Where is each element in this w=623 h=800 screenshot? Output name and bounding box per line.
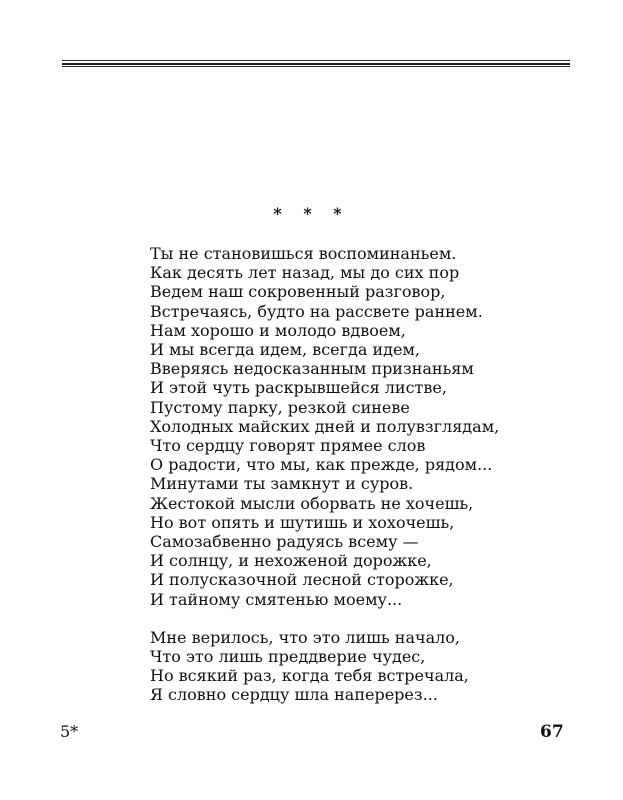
header-rule [62, 60, 570, 67]
poem-line: Что сердцу говорят прямее слов [150, 436, 426, 456]
poem-line: Минутами ты замкнут и суров. [150, 474, 414, 494]
poem-line: И полусказочной лесной сторожке, [150, 570, 454, 590]
poem-line: Но вот опять и шутишь и хохочешь, [150, 512, 455, 532]
poem-line: И этой чуть раскрывшейся листве, [150, 378, 447, 398]
stanza [150, 628, 590, 705]
page-number: 67 [540, 722, 564, 742]
poem-line: О радости, что мы, как прежде, рядом... [150, 455, 493, 475]
poem-line: Что это лишь преддверие чудес, [150, 647, 426, 667]
header-rule-line [62, 60, 570, 61]
poem-line: Я словно сердцу шла наперерез... [150, 685, 438, 705]
signature-mark: 5* [60, 722, 79, 741]
poem-line: Встречаясь, будто на рассвете раннем. [150, 301, 483, 321]
poem-line: Пустому парку, резкой синеве [150, 397, 410, 417]
poem-line: Но всякий раз, когда тебя встречала, [150, 666, 469, 686]
poem-line: И мы всегда идем, всегда идем, [150, 340, 421, 360]
stanza [150, 244, 590, 609]
section-mark: * * * [273, 204, 350, 223]
header-rule-line [62, 66, 570, 67]
poem-line: И тайному смятенью моему... [150, 589, 403, 609]
poem-line: Ты не становишься воспоминаньем. [150, 244, 457, 263]
poem-line: И солнцу, и нехоженой дорожке, [150, 551, 432, 571]
poem-line: Нам хорошо и молодо вдвоем, [150, 320, 406, 340]
poem-line: Вверяясь недосказанным признаньям [150, 359, 474, 379]
poem [150, 244, 590, 705]
poem-line: Жестокой мысли оборвать не хочешь, [150, 493, 474, 513]
poem-line: Мне верилось, что это лишь начало, [150, 627, 461, 647]
poem-line: Как десять лет назад, мы до сих пор [150, 263, 460, 283]
header-rule-line [62, 63, 570, 65]
poem-line: Ведем наш сокровенный разговор, [150, 282, 446, 302]
poem-line: Самозабвенно радуясь всему — [150, 532, 419, 552]
poem-line: Холодных майских дней и полувзглядам, [150, 416, 500, 436]
